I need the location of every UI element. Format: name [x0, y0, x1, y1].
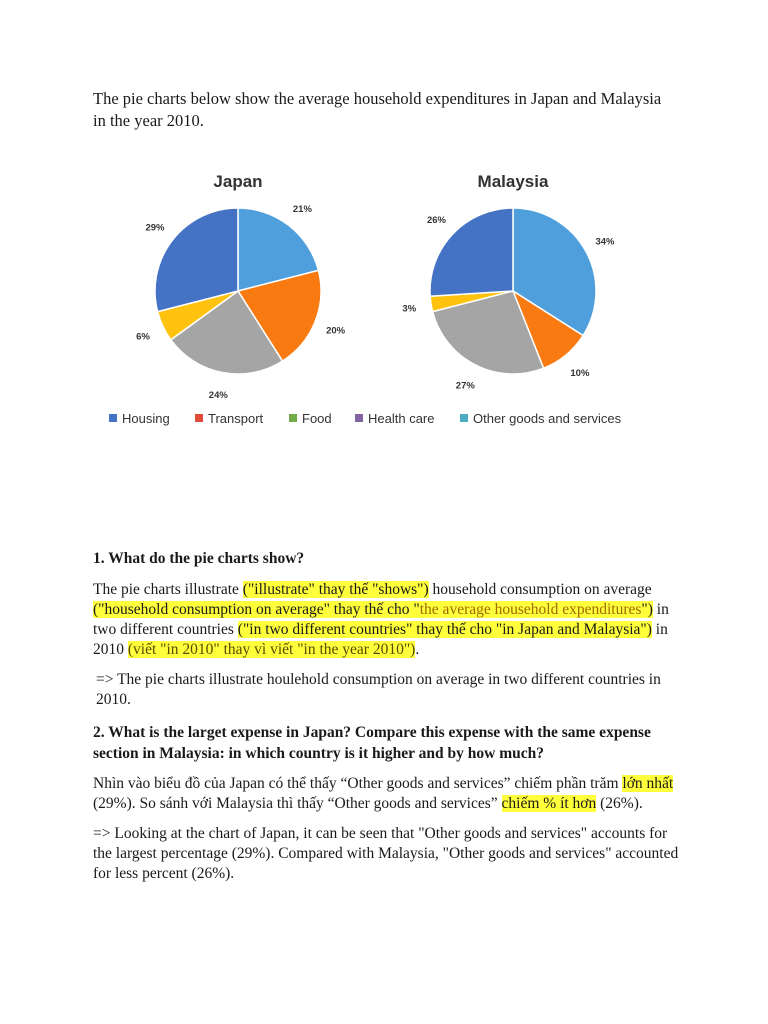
- slice-label: 10%: [570, 367, 590, 379]
- slice-label: 6%: [136, 331, 150, 343]
- question-2-explanation: [93, 774, 683, 814]
- legend-label: Transport: [208, 411, 264, 426]
- intro-text: The pie charts below show the average household expenditures in Japan and Malaysia in the year 2010.: [93, 89, 662, 130]
- highlight-quote: the average household expenditures: [419, 601, 642, 618]
- explanation-text: (26%).: [596, 795, 643, 812]
- question-1-answer: => The pie charts illustrate houlehold consumption on average in two different countries in 2010.: [96, 671, 661, 708]
- explanation-text: household consumption on average: [428, 581, 652, 598]
- legend-label: Food: [302, 411, 332, 426]
- pie-charts-figure: [93, 150, 673, 440]
- highlight-note: "): [641, 601, 653, 618]
- slice-label: 29%: [145, 222, 165, 234]
- explanation-text: The pie charts illustrate: [93, 581, 243, 598]
- slice-label: 34%: [595, 236, 615, 248]
- highlight-note: ("household consumption on average" thay thế cho ": [93, 601, 420, 618]
- highlight-note: chiếm % ít hơn: [501, 795, 597, 812]
- legend-swatch: [109, 414, 117, 422]
- question-section: [93, 548, 683, 896]
- slice-label: 3%: [402, 303, 417, 315]
- legend-label: Other goods and services: [473, 411, 622, 426]
- question-1-explanation: [93, 580, 683, 660]
- legend-swatch: [460, 414, 468, 422]
- question-1-heading: 1. What do the pie charts show?: [93, 550, 305, 567]
- explanation-text: (29%). So sánh với Malaysia thì thấy “Other goods and services”: [93, 795, 502, 812]
- explanation-text: Nhìn vào biểu đồ của Japan có thể thấy “Other goods and services” chiếm phần trăm: [93, 775, 623, 792]
- legend-swatch: [195, 414, 203, 422]
- highlight-note: lớn nhất: [622, 775, 674, 792]
- highlight-note: ("in two different countries" thay thế cho "in Japan and Malaysia"): [237, 621, 652, 638]
- slice-label: 21%: [292, 204, 312, 215]
- pie-charts-svg: [93, 150, 673, 440]
- highlight-note: ("illustrate" thay thế "shows"): [242, 581, 429, 598]
- explanation-text: in two different countries: [93, 601, 669, 638]
- slice-label: 27%: [455, 380, 475, 392]
- slice-label: 24%: [208, 390, 228, 402]
- question-2-answer: => Looking at the chart of Japan, it can be seen that "Other goods and services" accounts for the largest percentage (29%). Compared with Malaysia, "Other goods and services" accounted for less percent (26%).: [93, 825, 679, 882]
- chart-title: Malaysia: [477, 172, 549, 191]
- legend-swatch: [355, 414, 363, 422]
- legend-label: Health care: [368, 411, 435, 426]
- chart-title: Japan: [213, 172, 263, 191]
- highlight-note: (viết "in 2010" thay vì viết "in the year 2010"): [127, 641, 416, 658]
- explanation-text: in 2010: [93, 621, 668, 658]
- question-2-heading: 2. What is the larget expense in Japan? Compare this expense with the same expense section in Malaysia: in which country is it higher and by how much?: [93, 724, 651, 762]
- slice-label: 26%: [426, 215, 447, 227]
- legend-swatch: [289, 414, 297, 422]
- explanation-text: .: [415, 641, 420, 658]
- legend-label: Housing: [122, 411, 170, 426]
- slice-label: 20%: [326, 325, 346, 337]
